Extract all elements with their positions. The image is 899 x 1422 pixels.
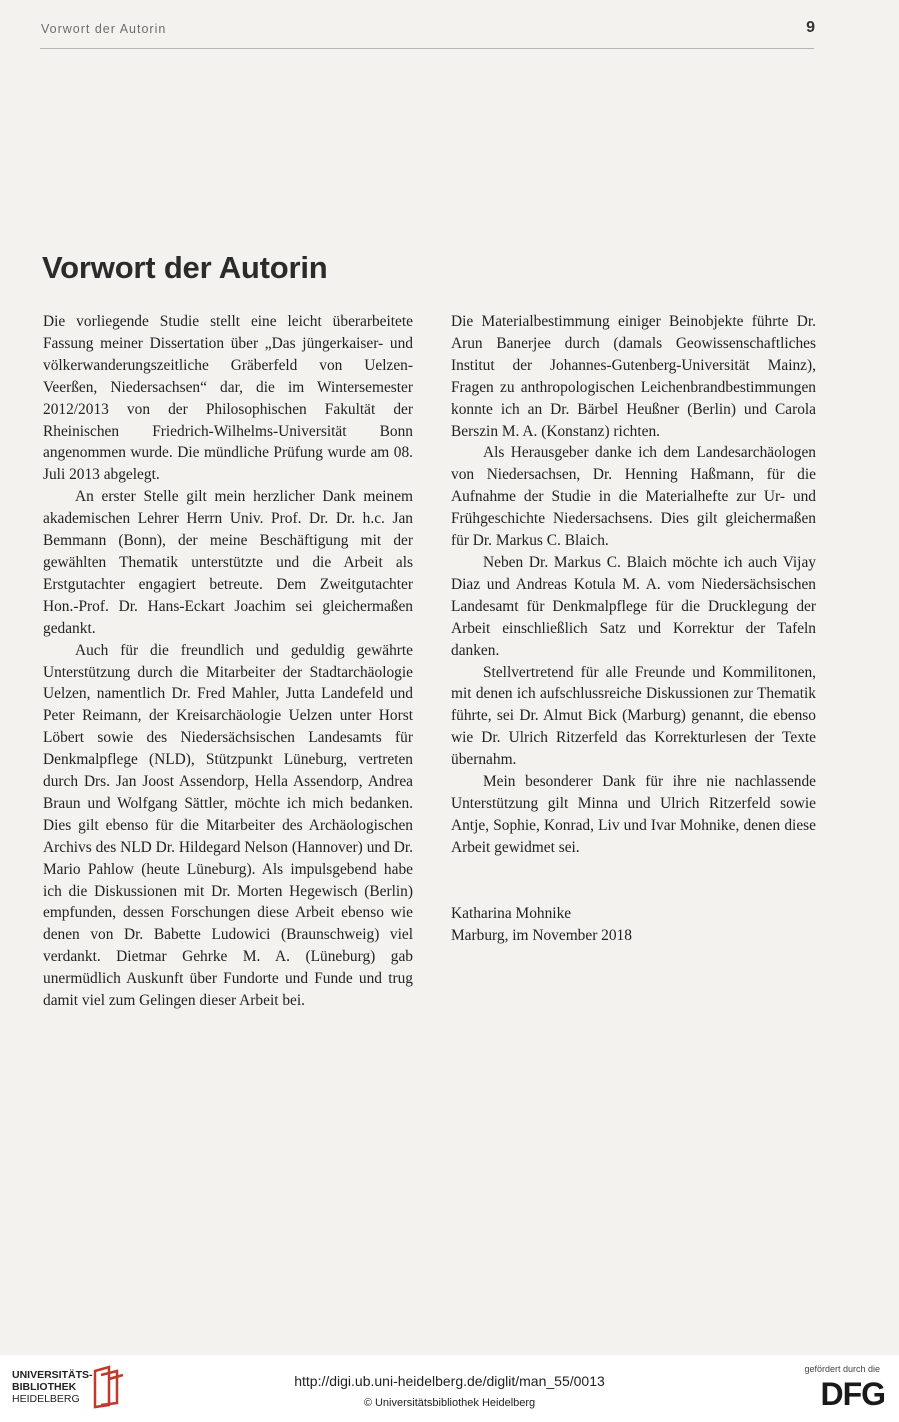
- chapter-title: Vorwort der Autorin: [42, 250, 328, 285]
- source-url-link[interactable]: http://digi.ub.uni-heidelberg.de/diglit/man_55/0013: [294, 1373, 605, 1389]
- library-name-line: HEIDELBERG: [12, 1393, 80, 1405]
- paragraph: Die vorliegende Studie stellt eine leicht überarbeitete Fassung meiner Dissertation über „Das jüngerkaiser- und völkerwanderungszeitliche Gräberfeld von Uelzen-Veerßen, Niedersachsen“ dar, die im Wintersemester 2012/2013 von der Philosophischen Fakultät der Rheinischen Friedrich-Wilhelms-Universität Bonn angenommen wurde. Die mündliche Prüfung wurde am 08. Juli 2013 abgelegt.: [43, 313, 413, 484]
- paragraph: Stellvertretend für alle Freunde und Kommilitonen, mit denen ich aufschlussreiche Diskussionen zur Thematik führte, sei Dr. Almut Bick (Marburg) genannt, die ebenso wie Dr. Ulrich Ritzerfeld das Korrekturlesen der Texte übernahm.: [451, 663, 816, 769]
- place-date: Marburg, im November 2018: [451, 926, 632, 944]
- paragraph: Die Materialbestimmung einiger Beinobjekte führte Dr. Arun Banerjee durch (damals Geowissenschaftliches Institut der Johannes-Gutenberg-Universität Mainz), Fragen zu anthropologischen Leichenbrandbestimmungen konnte ich an Dr. Bärbel Heußner (Berlin) und Carola Berszin M. A. (Konstanz) richten.: [451, 313, 816, 440]
- library-name-line: BIBLIOTHEK: [12, 1381, 77, 1393]
- paragraph: Auch für die freundlich und geduldig gewährte Unterstützung durch die Mitarbeiter der Stadtarchäologie Uelzen, namentlich Dr. Fred Mahler, Jutta Landefeld und Peter Reimann, der Kreisarchäologie Uelzen unter Horst Löbert sowie des Niedersächsischen Landesamts für Denkmalpflege (NLD), Stützpunkt Lüneburg, vertreten durch Drs. Jan Joost Assendorp, Hella Assendorp, Andrea Braun und Wolfgang Sättler, möchte ich mich bedanken. Dies gilt ebenso für die Mitarbeiter des Archäologischen Archivs des NLD Dr. Hildegard Nelson (Hannover) und Dr. Mario Pahlow (heute Lüneburg). Als impulsgebend habe ich die Diskussionen mit Dr. Morten Hegewisch (Berlin) empfunden, dessen Forschungen diese Arbeit ebenso wie denen von Dr. Babette Ludowici (Braunschweig) viel verdankt. Dietmar Gehrke M. A. (Lüneburg) gab unermüdlich Auskunft über Fundorte und Funde und trug damit viel zum Gelingen dieser Arbeit bei.: [43, 641, 413, 1010]
- left-column: [43, 311, 413, 1012]
- digitization-footer: [0, 1355, 899, 1422]
- copyright-notice: © Universitätsbibliothek Heidelberg: [363, 1397, 536, 1409]
- header-rule: [40, 48, 814, 49]
- dfg-logo: DFG: [820, 1376, 885, 1412]
- library-name-line: UNIVERSITÄTS-: [12, 1369, 93, 1381]
- funding-note: gefördert durch die: [804, 1364, 880, 1374]
- paragraph: Als Herausgeber danke ich dem Landesarchäologen von Niedersachsen, Dr. Henning Haßmann, für die Aufnahme der Studie in die Materialhefte zur Ur- und Frühgeschichte Niedersachsens. Dies gilt gleichermaßen für Dr. Markus C. Blaich.: [451, 444, 816, 550]
- paragraph: Mein besonderer Dank für ihre nie nachlassende Unterstützung gilt Minna und Ulrich Ritzerfeld sowie Antje, Sophie, Konrad, Liv und Ivar Mohnike, denen diese Arbeit gewidmet sei.: [451, 773, 816, 856]
- signature: [451, 903, 816, 947]
- right-column: [451, 311, 816, 946]
- paragraph: Neben Dr. Markus C. Blaich möchte ich auch Vijay Diaz und Andreas Kotula M. A. vom Niedersächsischen Landesamt für Denkmalpflege für die Drucklegung der Arbeit einschließlich Satz und Korrektur der Tafeln danken.: [451, 553, 816, 659]
- paragraph: An erster Stelle gilt mein herzlicher Dank meinem akademischen Lehrer Herrn Univ. Prof. Dr. Dr. h.c. Jan Bemmann (Bonn), der meine Beschäftigung mit der gewählten Thematik unterstützte und die Arbeit als Erstgutachter engagiert betreute. Dem Zweitgutachter Hon.-Prof. Dr. Hans-Eckart Joachim sei gleichermaßen gedankt.: [43, 488, 413, 637]
- running-head: Vorwort der Autorin: [41, 22, 167, 36]
- page-number: 9: [806, 19, 815, 36]
- author-name: Katharina Mohnike: [451, 904, 572, 922]
